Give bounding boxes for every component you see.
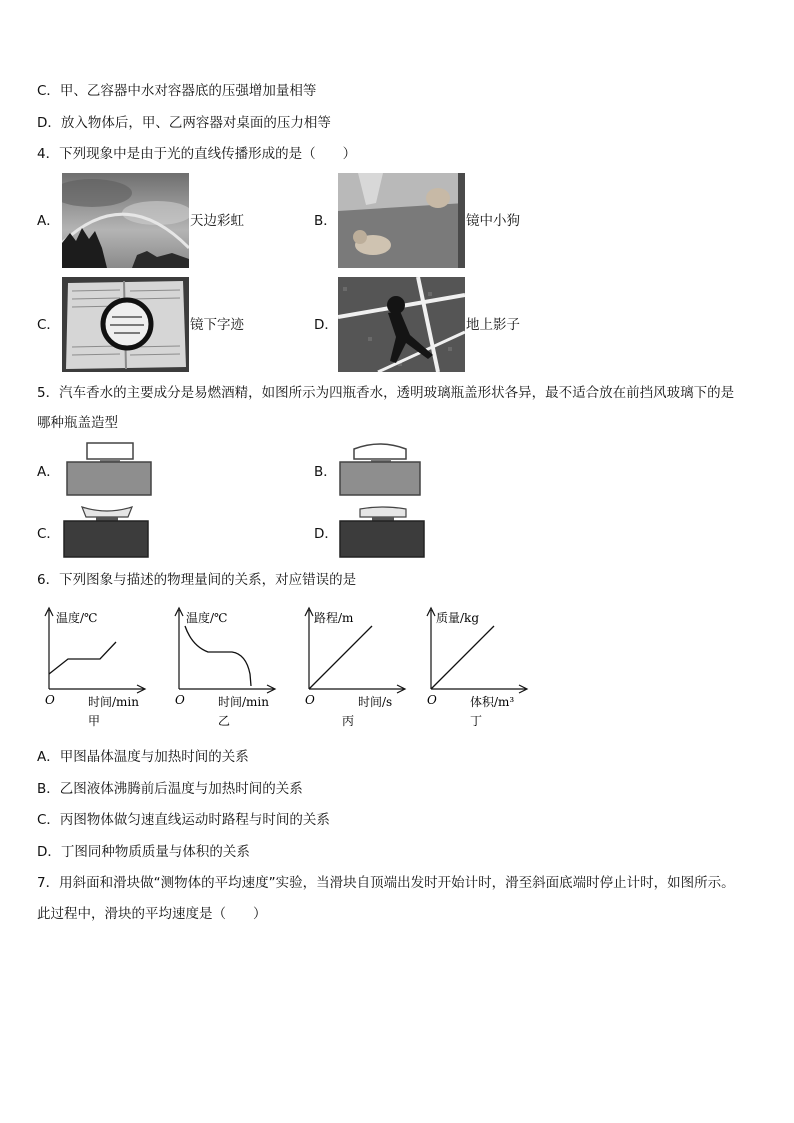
q5-option-c-letter: C． bbox=[37, 526, 60, 542]
graph-jia-xlabel: 时间/min bbox=[88, 695, 139, 709]
q6-option-b: B．乙图液体沸腾前后温度与加热时间的关系 bbox=[37, 781, 303, 797]
rainbow-photo bbox=[62, 173, 189, 268]
graph-yi-origin: O bbox=[175, 693, 185, 707]
graph-bing-name: 丙 bbox=[342, 714, 355, 728]
q5-option-a-letter: A． bbox=[37, 464, 60, 480]
perfume-bottle-a bbox=[65, 441, 155, 498]
graph-bing-origin: O bbox=[305, 693, 315, 707]
q6-option-a: A．甲图晶体温度与加热时间的关系 bbox=[37, 749, 249, 765]
q4-option-c-caption: 镜下字迹 bbox=[190, 317, 244, 333]
graph-ding bbox=[422, 604, 532, 729]
graph-jia-name: 甲 bbox=[88, 714, 101, 728]
q4-option-b-caption: 镜中小狗 bbox=[466, 213, 520, 229]
magnifier-book-photo bbox=[62, 277, 189, 372]
q7-stem-line2: 此过程中，滑块的平均速度是（ ） bbox=[37, 906, 267, 922]
q5-stem-line1: 5．汽车香水的主要成分是易燃酒精，如图所示为四瓶香水，透明玻璃瓶盖形状各异，最不适合放在前挡风玻璃下的是 bbox=[37, 385, 735, 401]
perfume-bottle-c bbox=[62, 505, 152, 560]
q6-stem: 6．下列图象与描述的物理量间的关系，对应错误的是 bbox=[37, 572, 357, 588]
q4-stem: 4．下列现象中是由于光的直线传播形成的是（ ） bbox=[37, 146, 357, 162]
graph-yi-ylabel: 温度/℃ bbox=[186, 611, 228, 625]
q3-option-c: C．甲、乙容器中水对容器底的压强增加量相等 bbox=[37, 83, 317, 99]
q5-stem-line2: 哪种瓶盖造型 bbox=[37, 415, 118, 431]
q4-option-b-letter: B． bbox=[314, 213, 337, 229]
graph-yi-name: 乙 bbox=[218, 714, 231, 728]
q4-option-a-caption: 天边彩虹 bbox=[190, 213, 244, 229]
graph-jia-origin: O bbox=[45, 693, 55, 707]
q6-option-c: C．丙图物体做匀速直线运动时路程与时间的关系 bbox=[37, 812, 330, 828]
graph-ding-xlabel: 体积/m³ bbox=[470, 695, 515, 709]
q3-option-d: D．放入物体后，甲、乙两容器对桌面的压力相等 bbox=[37, 115, 331, 131]
q7-stem-line1: 7．用斜面和滑块做“测物体的平均速度”实验，当滑块自顶端出发时开始计时，滑至斜面底端时停止计时，如图所示。 bbox=[37, 875, 735, 891]
q5-option-d-letter: D． bbox=[314, 526, 338, 542]
graph-jia-ylabel: 温度/℃ bbox=[56, 611, 98, 625]
perfume-bottle-b bbox=[336, 441, 426, 498]
graph-bing-ylabel: 路程/m bbox=[314, 611, 354, 625]
graph-bing bbox=[300, 604, 410, 729]
q4-option-d-caption: 地上影子 bbox=[466, 317, 520, 333]
shadow-photo bbox=[338, 277, 465, 372]
q5-option-b-letter: B． bbox=[314, 464, 337, 480]
graph-ding-origin: O bbox=[427, 693, 437, 707]
graph-bing-xlabel: 时间/s bbox=[358, 695, 393, 709]
graph-yi-xlabel: 时间/min bbox=[218, 695, 269, 709]
q6-option-d: D．丁图同种物质质量与体积的关系 bbox=[37, 844, 250, 860]
perfume-bottle-d bbox=[338, 505, 428, 560]
graph-yi bbox=[170, 604, 280, 729]
graph-ding-ylabel: 质量/kg bbox=[436, 611, 479, 625]
q4-option-a-letter: A． bbox=[37, 213, 60, 229]
q4-option-c-letter: C． bbox=[37, 317, 60, 333]
dog-mirror-photo bbox=[338, 173, 465, 268]
graph-jia bbox=[40, 604, 150, 729]
q4-option-d-letter: D． bbox=[314, 317, 338, 333]
graph-ding-name: 丁 bbox=[470, 714, 483, 728]
